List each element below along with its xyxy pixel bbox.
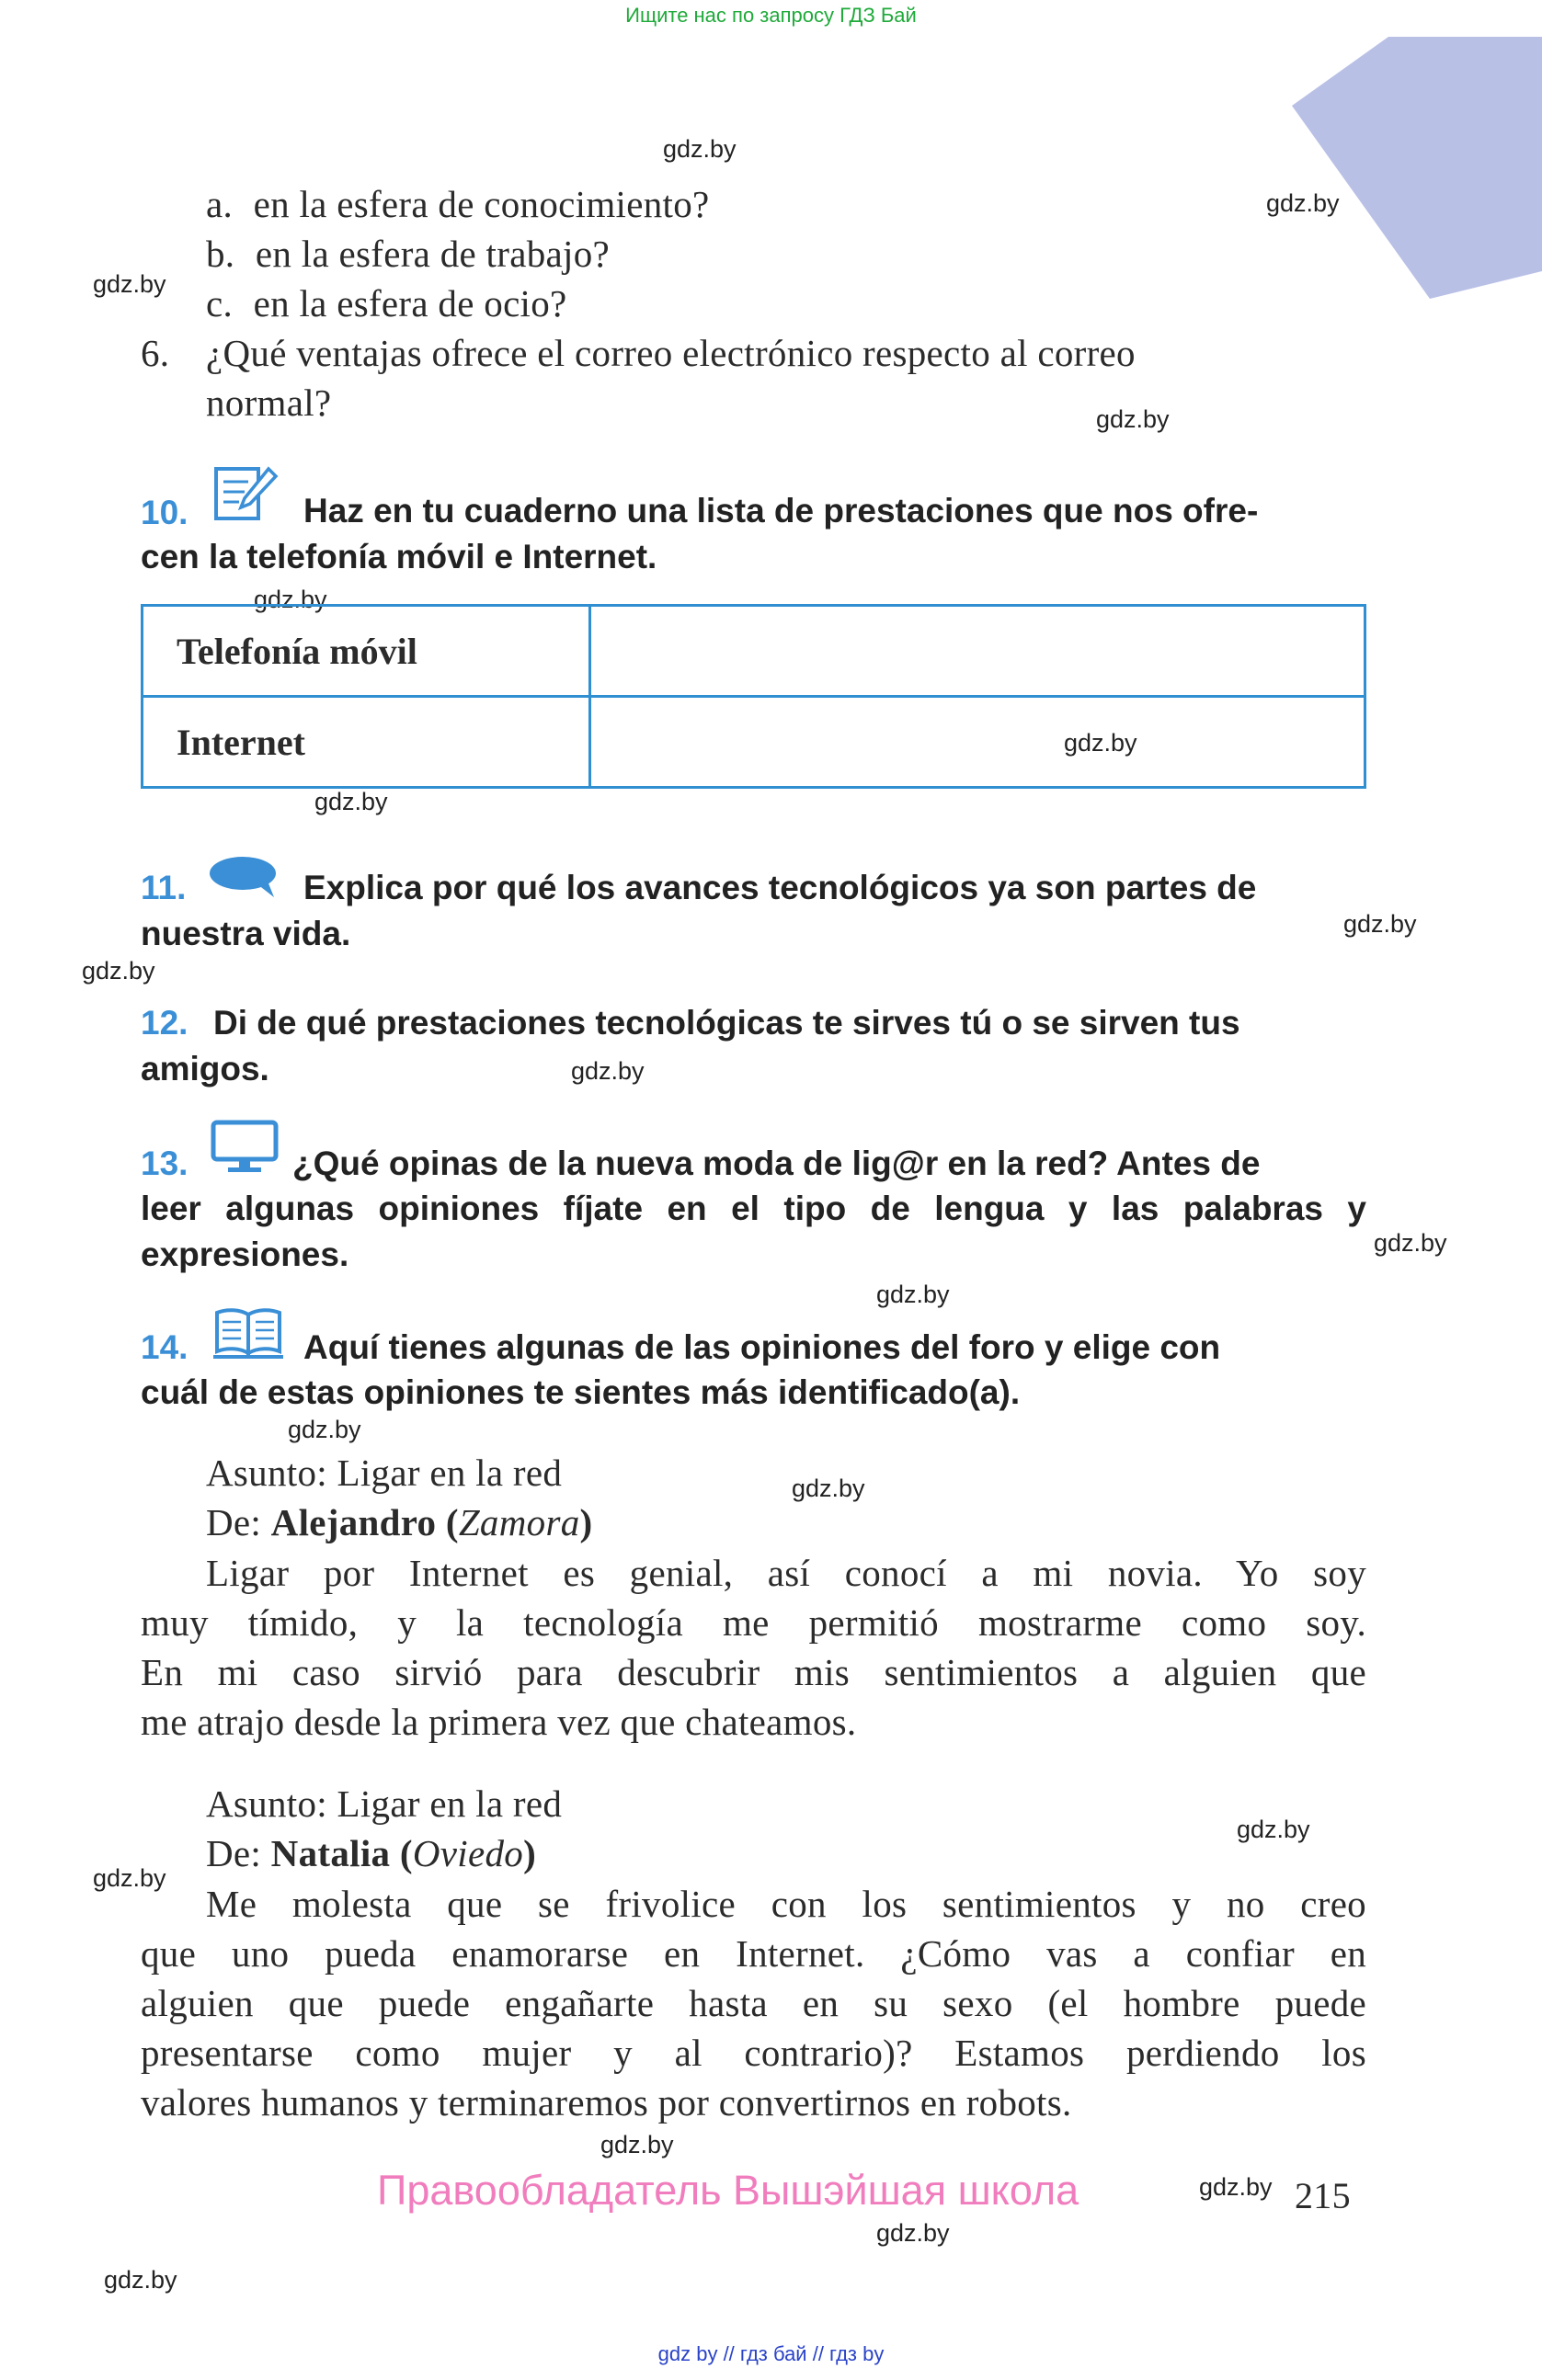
table-cell-empty[interactable] [590, 606, 1365, 697]
corner-triangle-decoration [1283, 37, 1542, 299]
list-text: en la esfera de ocio? [253, 282, 567, 325]
open-book-icon [211, 1305, 285, 1361]
author-city: Oviedo [412, 1832, 524, 1874]
post-line: me atrajo desde la primera vez que chateamos. [141, 1701, 857, 1743]
prestaciones-table [141, 604, 1366, 789]
task-11-number: 11. [141, 869, 187, 906]
table-row [143, 697, 1365, 788]
watermark: gdz.by [1266, 189, 1340, 217]
post-body [141, 1879, 1366, 2127]
watermark: gdz.by [876, 2219, 950, 2247]
list-marker: c. [206, 282, 234, 325]
watermark: gdz.by [1343, 910, 1417, 938]
task-14-line: Aquí tienes algunas de las opiniones del foro y elige con [303, 1328, 1221, 1366]
task-10-number: 10. [141, 494, 188, 531]
top-banner[interactable]: Ищите нас по запросу ГДЗ Бай [625, 4, 917, 27]
task-12-number: 12. [141, 1004, 188, 1042]
post-line: valores humanos y terminaremos por convertirnos en robots. [141, 2081, 1072, 2124]
post-line: alguien que puede engañarte hasta en su sexo (el hombre puede [141, 1982, 1366, 2024]
speech-bubble-icon [208, 853, 281, 901]
watermark: gdz.by [288, 1416, 361, 1443]
page-number: 215 [1295, 2175, 1351, 2216]
copyright-footer: Правообладатель Вышэйшая школа [377, 2167, 1079, 2214]
question-6-marker: 6. [141, 332, 170, 374]
list-item [206, 232, 610, 276]
table-cell-empty[interactable] [590, 697, 1365, 788]
bottom-links[interactable]: gdz by // гдз бай // гдз by [657, 2342, 885, 2365]
post-line: Me molesta que se frivolice con los sentimientos y no creo [206, 1883, 1366, 1925]
watermark: gdz.by [93, 1864, 166, 1892]
post-line: Ligar por Internet es genial, así conocí a mi novia. Yo soy [206, 1552, 1366, 1594]
table-row [143, 606, 1365, 697]
from-label: De: [206, 1501, 262, 1543]
task-14-number: 14. [141, 1328, 188, 1366]
task-11-line: nuestra vida. [141, 915, 351, 952]
author-name: Alejandro [270, 1501, 437, 1543]
pencil-notebook-icon [213, 463, 280, 522]
watermark: gdz.by [1374, 1229, 1447, 1257]
watermark: gdz.by [82, 957, 155, 985]
watermark: gdz.by [93, 270, 166, 298]
post-subject: Asunto: Ligar en la red [206, 1782, 563, 1825]
author-name: Natalia [270, 1832, 391, 1874]
task-13-line: expresiones. [141, 1236, 349, 1273]
watermark: gdz.by [876, 1281, 950, 1308]
post-body [141, 1548, 1366, 1747]
watermark: gdz.by [254, 586, 327, 613]
post-subject: Asunto: Ligar en la red [206, 1452, 563, 1494]
watermark: gdz.by [1096, 405, 1170, 433]
watermark: gdz.by [663, 135, 737, 163]
post-author-line: De: Alejandro (Zamora) [206, 1501, 593, 1543]
computer-monitor-icon [210, 1120, 283, 1175]
list-item [206, 281, 567, 325]
post-line: presentarse como mujer y al contrario)? Estamos perdiendo los [141, 2032, 1366, 2074]
question-6-line: normal? [206, 381, 332, 424]
table-cell-internet: Internet [143, 697, 590, 788]
question-6-line: ¿Qué ventajas ofrece el correo electrónico respecto al correo [206, 332, 1136, 374]
list-item [206, 182, 710, 226]
task-13-line: ¿Qué opinas de la nueva moda de lig@r en la red? Antes de [292, 1144, 1261, 1182]
watermark: gdz.by [600, 2131, 674, 2158]
watermark: gdz.by [1064, 729, 1137, 757]
task-11-line: Explica por qué los avances tecnológicos ya son partes de [303, 869, 1257, 906]
post-line: En mi caso sirvió para descubrir mis sentimientos a alguien que [141, 1651, 1366, 1693]
post-line: muy tímido, y la tecnología me permitió mostrarme como soy. [141, 1601, 1366, 1644]
task-14-line: cuál de estas opiniones te sientes más identificado(a). [141, 1373, 1021, 1411]
watermark: gdz.by [314, 788, 388, 815]
task-10-line: cen la telefonía móvil e Internet. [141, 538, 657, 575]
task-13-line: leer algunas opiniones fíjate en el tipo de lengua y las palabras y [141, 1190, 1366, 1227]
task-12-line: amigos. [141, 1050, 269, 1088]
task-10-line: Haz en tu cuaderno una lista de prestaciones que nos ofre- [303, 492, 1259, 530]
author-city: Zamora [458, 1501, 580, 1543]
list-text: en la esfera de conocimiento? [253, 183, 710, 225]
watermark: gdz.by [571, 1057, 645, 1085]
task-13-number: 13. [141, 1144, 188, 1182]
list-text: en la esfera de trabajo? [255, 233, 610, 275]
watermark: gdz.by [1199, 2173, 1273, 2201]
watermark: gdz.by [1237, 1816, 1310, 1843]
table-cell-telefonia: Telefonía móvil [143, 606, 590, 697]
post-author-line: De: Natalia (Oviedo) [206, 1832, 537, 1874]
task-12-line: Di de qué prestaciones tecnológicas te sirves tú o se sirven tus [213, 1004, 1240, 1042]
list-marker: a. [206, 183, 234, 225]
watermark: gdz.by [792, 1475, 865, 1502]
post-line: que uno pueda enamorarse en Internet. ¿Cómo vas a confiar en [141, 1932, 1366, 1975]
watermark: gdz.by [104, 2266, 177, 2294]
list-marker: b. [206, 233, 235, 275]
from-label: De: [206, 1832, 262, 1874]
